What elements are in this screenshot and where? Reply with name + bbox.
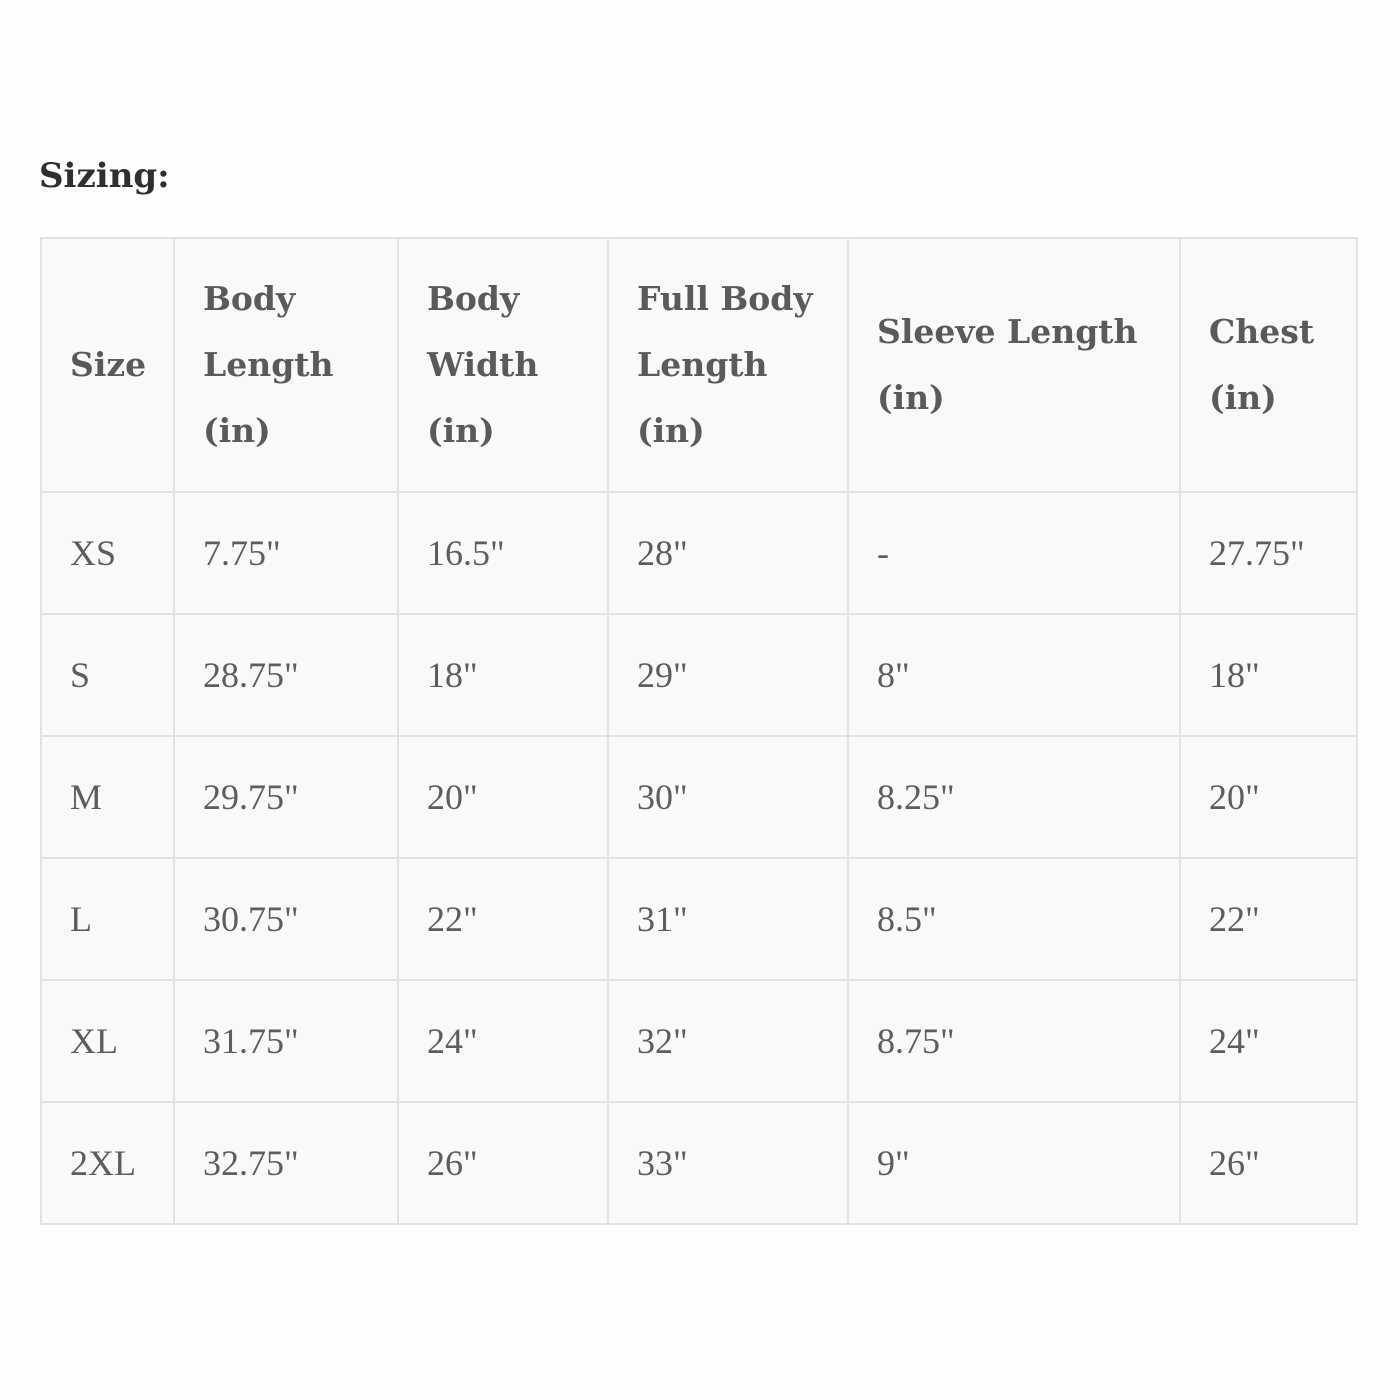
table-row: [41, 492, 1357, 614]
cell-body-length: 28.75": [174, 614, 398, 736]
cell-body-length: 30.75": [174, 858, 398, 980]
table-row: [41, 614, 1357, 736]
cell-full-body-length: 30": [608, 736, 848, 858]
cell-size: XL: [41, 980, 174, 1102]
cell-chest: 20": [1180, 736, 1357, 858]
cell-chest: 26": [1180, 1102, 1357, 1224]
cell-size: M: [41, 736, 174, 858]
cell-body-width: 20": [398, 736, 608, 858]
cell-chest: 18": [1180, 614, 1357, 736]
header-chest: Chest (in): [1180, 238, 1357, 492]
cell-body-width: 18": [398, 614, 608, 736]
cell-body-width: 26": [398, 1102, 608, 1224]
cell-sleeve-length: -: [848, 492, 1180, 614]
header-size: Size: [41, 238, 174, 492]
cell-body-length: 7.75": [174, 492, 398, 614]
cell-sleeve-length: 8.75": [848, 980, 1180, 1102]
cell-size: 2XL: [41, 1102, 174, 1224]
cell-body-length: 31.75": [174, 980, 398, 1102]
table-row: [41, 736, 1357, 858]
cell-body-length: 29.75": [174, 736, 398, 858]
table-row: [41, 858, 1357, 980]
sizing-heading: Sizing:: [39, 156, 170, 196]
cell-sleeve-length: 8.5": [848, 858, 1180, 980]
header-full-body-length: Full Body Length (in): [608, 238, 848, 492]
cell-chest: 24": [1180, 980, 1357, 1102]
cell-sleeve-length: 9": [848, 1102, 1180, 1224]
cell-full-body-length: 32": [608, 980, 848, 1102]
cell-chest: 27.75": [1180, 492, 1357, 614]
cell-chest: 22": [1180, 858, 1357, 980]
table-row: [41, 980, 1357, 1102]
cell-body-width: 16.5": [398, 492, 608, 614]
cell-body-width: 22": [398, 858, 608, 980]
cell-body-length: 32.75": [174, 1102, 398, 1224]
header-body-length: Body Length (in): [174, 238, 398, 492]
header-row: [41, 238, 1357, 492]
header-sleeve-length: Sleeve Length (in): [848, 238, 1180, 492]
cell-full-body-length: 31": [608, 858, 848, 980]
size-chart-header: [41, 238, 1357, 492]
table-row: [41, 1102, 1357, 1224]
cell-size: L: [41, 858, 174, 980]
cell-sleeve-length: 8": [848, 614, 1180, 736]
cell-full-body-length: 29": [608, 614, 848, 736]
cell-size: S: [41, 614, 174, 736]
cell-size: XS: [41, 492, 174, 614]
cell-full-body-length: 33": [608, 1102, 848, 1224]
header-body-width: Body Width (in): [398, 238, 608, 492]
cell-full-body-length: 28": [608, 492, 848, 614]
cell-sleeve-length: 8.25": [848, 736, 1180, 858]
size-chart-table: [40, 237, 1358, 1225]
size-chart-body: [41, 492, 1357, 1224]
cell-body-width: 24": [398, 980, 608, 1102]
